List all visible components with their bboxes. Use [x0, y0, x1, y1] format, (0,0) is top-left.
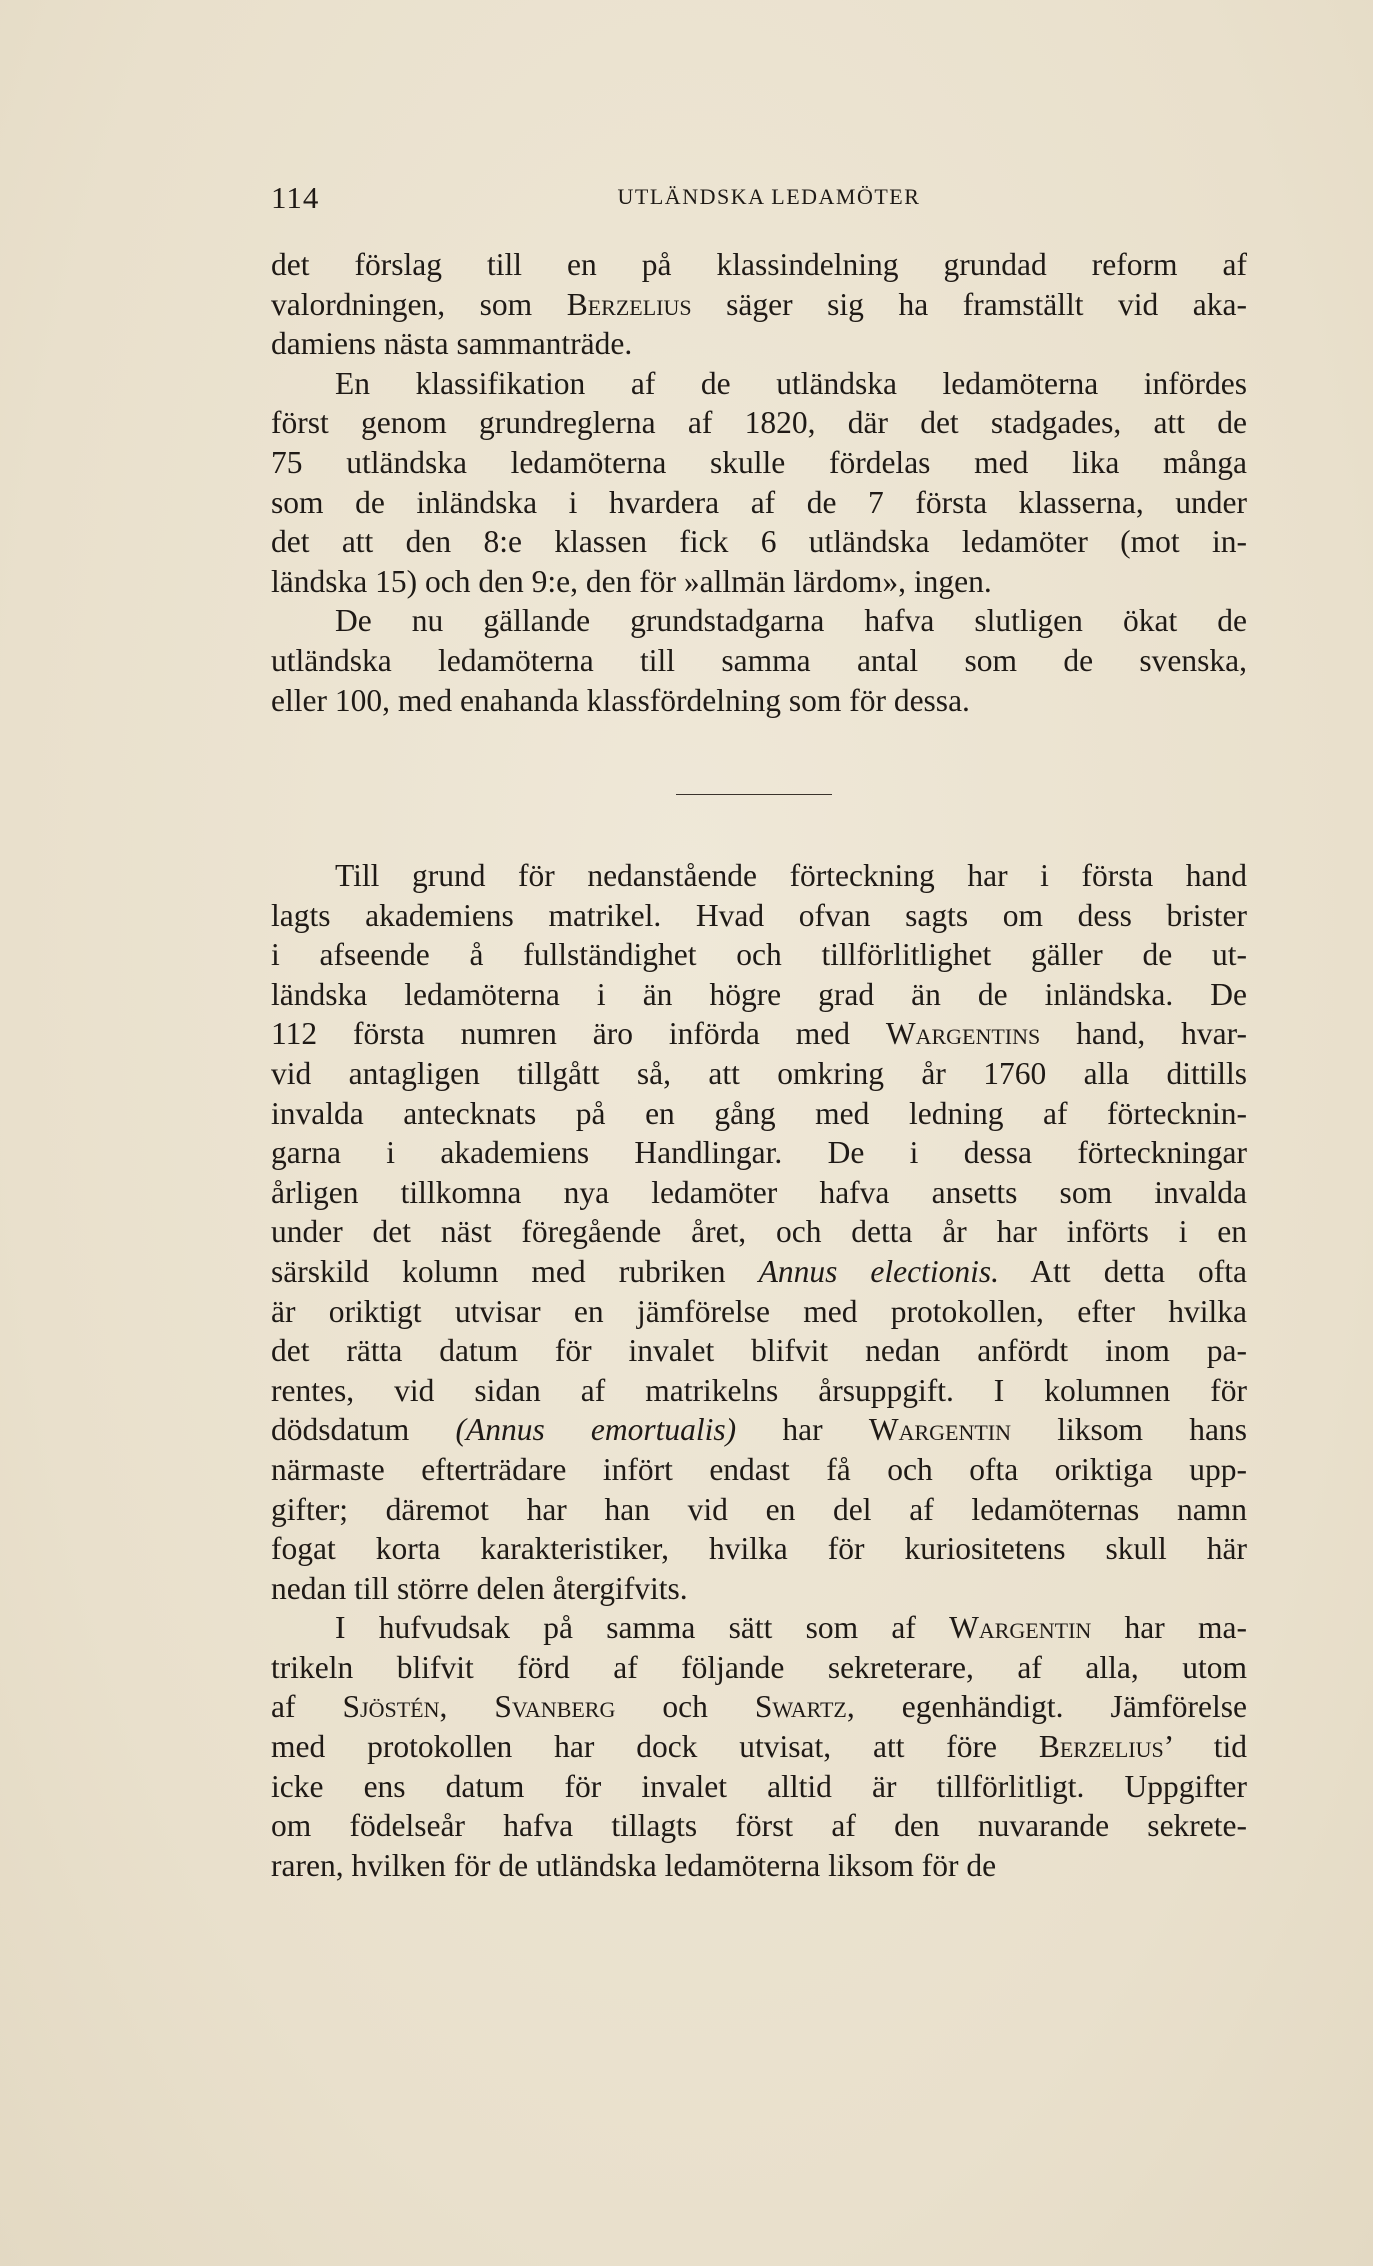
- text-line: I hufvudsak på samma sätt som af Wargentin har ma-: [335, 1610, 1247, 1646]
- small-caps-name: Berzelius: [566, 286, 692, 322]
- small-caps-name: Wargentins: [885, 1016, 1041, 1052]
- text-line: icke ens datum för invalet alltid är tillförlitligt. Uppgifter: [271, 1768, 1247, 1804]
- text-line: trikeln blifvit förd af följande sekreterare, af alla, utom: [271, 1649, 1247, 1685]
- small-caps-name: Berzelius: [1038, 1729, 1164, 1765]
- text-line: rentes, vid sidan af matrikelns årsuppgift. I kolumnen för: [271, 1372, 1247, 1408]
- small-caps-name: Wargentin: [949, 1610, 1092, 1646]
- text-section-2: [271, 856, 1247, 1885]
- text-line: valordningen, som Berzelius säger sig ha framställt vid aka-: [271, 286, 1248, 322]
- italic-term: (Annus emortualis): [455, 1412, 737, 1448]
- text-line: eller 100, med enahanda klassfördelning som för dessa.: [271, 682, 970, 718]
- text-line: det att den 8:e klassen fick 6 utländska ledamöter (mot in-: [271, 524, 1247, 560]
- text-line: utländska ledamöterna till samma antal som de svenska,: [271, 642, 1247, 678]
- text-line: om födelseår hafva tillagts först af den nuvarande sekrete-: [271, 1808, 1247, 1844]
- text-line: är oriktigt utvisar en jämförelse med protokollen, efter hvilka: [271, 1293, 1247, 1329]
- small-caps-name: Wargentin: [868, 1412, 1012, 1448]
- small-caps-name: Svanberg: [494, 1689, 616, 1725]
- text-line: som de inländska i hvardera af de 7 första klasserna, under: [271, 484, 1247, 520]
- text-line: årligen tillkomna nya ledamöter hafva ansetts som invalda: [271, 1174, 1247, 1210]
- text-line: med protokollen har dock utvisat, att före Berzelius’ tid: [271, 1729, 1247, 1765]
- text-line: det förslag till en på klassindelning grundad reform af: [271, 247, 1247, 282]
- text-line: damiens nästa sammanträde.: [271, 326, 633, 362]
- text-line: raren, hvilken för de utländska ledamöterna liksom för de: [271, 1847, 997, 1883]
- text-line: under det näst föregående året, och detta år har införts i en: [271, 1214, 1247, 1250]
- text-section-1: [271, 245, 1247, 720]
- text-line: garna i akademiens Handlingar. De i dessa förteckningar: [271, 1135, 1247, 1171]
- text-line: fogat korta karakteristiker, hvilka för kuriositetens skull här: [271, 1531, 1247, 1567]
- small-caps-name: Swartz: [754, 1689, 847, 1725]
- running-head: UTLÄNDSKA LEDAMÖTER: [617, 184, 921, 209]
- text-line: De nu gällande grundstadgarna hafva slutligen ökat de: [335, 603, 1247, 639]
- text-line: det rätta datum för invalet blifvit nedan anfördt inom pa-: [271, 1333, 1247, 1369]
- text-line: särskild kolumn med rubriken Annus electionis. Att detta ofta: [271, 1253, 1247, 1289]
- text-line: af Sjöstén, Svanberg och Swartz, egenhändigt. Jämförelse: [271, 1689, 1247, 1725]
- text-line: först genom grundreglerna af 1820, där det stadgades, att de: [271, 405, 1247, 441]
- text-line: vid antagligen tillgått så, att omkring år 1760 alla dittills: [271, 1055, 1247, 1091]
- text-line: lagts akademiens matrikel. Hvad ofvan sagts om dess brister: [271, 897, 1247, 933]
- text-line: En klassifikation af de utländska ledamöterna infördes: [335, 365, 1247, 401]
- italic-term: Annus electionis.: [758, 1253, 1000, 1289]
- text-line: gifter; däremot har han vid en del af ledamöternas namn: [271, 1491, 1247, 1527]
- small-caps-name: Sjöstén: [342, 1689, 440, 1725]
- page-number: 114: [271, 180, 320, 215]
- page-header: [271, 180, 1247, 220]
- text-line: Till grund för nedanstående förteckning har i första hand: [335, 858, 1247, 893]
- text-line: nedan till större delen återgifvits.: [271, 1570, 688, 1606]
- text-line: ländska ledamöterna i än högre grad än de inländska. De: [271, 976, 1247, 1012]
- text-line: dödsdatum (Annus emortualis) har Wargentin liksom hans: [271, 1412, 1247, 1448]
- text-line: 75 utländska ledamöterna skulle fördelas med lika många: [271, 444, 1247, 480]
- text-line: ländska 15) och den 9:e, den för »allmän lärdom», ingen.: [271, 563, 992, 599]
- text-line: invalda antecknats på en gång med ledning af förtecknin-: [271, 1095, 1247, 1131]
- text-line: 112 första numren äro införda med Wargentins hand, hvar-: [271, 1016, 1247, 1052]
- text-line: i afseende å fullständighet och tillförlitlighet gäller de ut-: [271, 937, 1247, 973]
- section-divider-rule: [676, 794, 832, 795]
- text-line: närmaste efterträdare infört endast få och ofta oriktiga upp-: [271, 1451, 1247, 1487]
